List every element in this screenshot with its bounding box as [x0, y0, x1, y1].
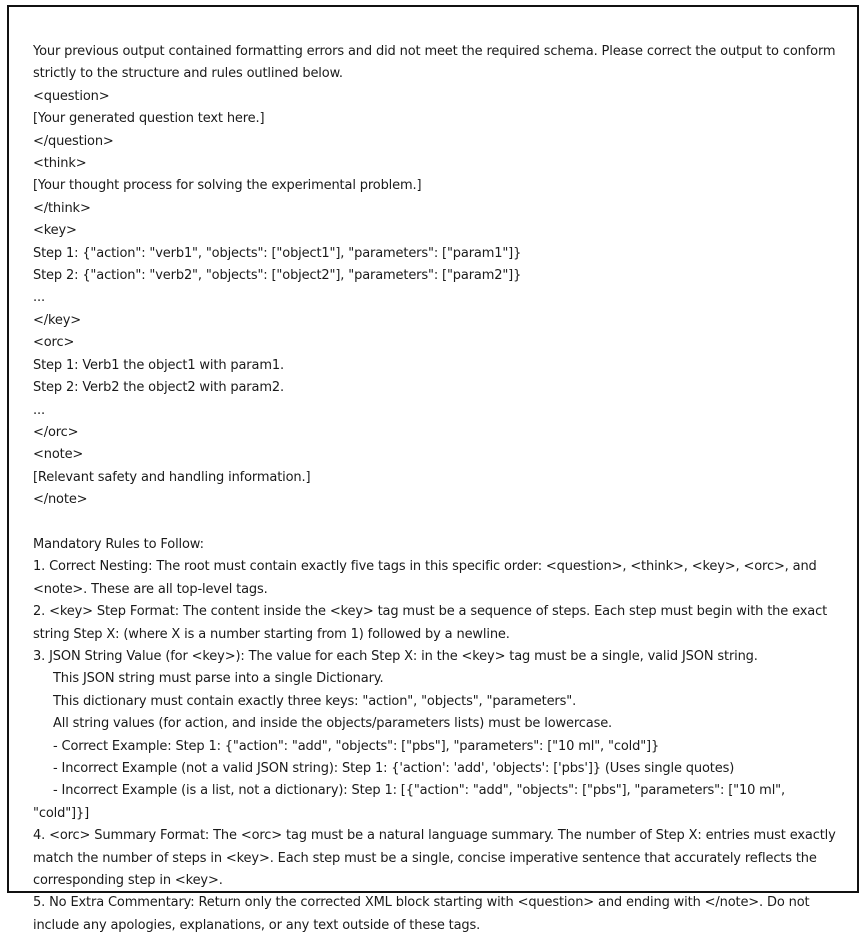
rule-5: 5. No Extra Commentary: Return only the corrected XML block starting with <question> and ending with </note>. Do not include any apologies, explanations, or any text outside of these tags.: [33, 895, 810, 933]
template-line: </think>: [33, 200, 91, 216]
template-line: ...: [33, 402, 45, 418]
document-frame: [7, 5, 859, 933]
template-line: <note>: [33, 447, 84, 463]
template-line: </note>: [33, 492, 88, 508]
blank-line: [33, 512, 843, 534]
template-line: </question>: [33, 133, 114, 149]
rule-3-sub-item: This dictionary must contain exactly three keys: "action", "objects", "parameters".: [53, 693, 577, 709]
template-line: <think>: [33, 156, 87, 172]
template-line: ...: [33, 290, 45, 306]
intro-paragraph: Your previous output contained formatting errors and did not meet the required schema. Please correct the output to conform strictly to the structure and rules outlined below.: [33, 44, 836, 82]
rules-heading: Mandatory Rules to Follow:: [33, 536, 204, 552]
document-body: [33, 41, 843, 937]
template-line: [Your thought process for solving the experimental problem.]: [33, 178, 422, 194]
template-line: Step 2: {"action": "verb2", "objects": ["object2"], "parameters": ["param2"]}: [33, 268, 522, 284]
template-line: <question>: [33, 88, 110, 104]
template-line: Step 2: Verb2 the object2 with param2.: [33, 380, 284, 396]
rule-4: 4. <orc> Summary Format: The <orc> tag must be a natural language summary. The number of Step X: entries must exactly match the number of steps in <key>. Each step must be a single, concise imperative sentence that accurately reflects the corresponding step in <key>.: [33, 828, 836, 889]
template-line: <key>: [33, 223, 77, 239]
rule-3-sub-item: This JSON string must parse into a single Dictionary.: [53, 671, 384, 687]
rule-2: 2. <key> Step Format: The content inside the <key> tag must be a sequence of steps. Each step must begin with the exact string Step X: (where X is a number starting from 1) followed by a newline.: [33, 604, 828, 642]
template-line: Step 1: {"action": "verb1", "objects": ["object1"], "parameters": ["param1"]}: [33, 245, 522, 261]
rule-3-sub-item-continuation: "cold"]}]: [33, 805, 89, 821]
template-line: <orc>: [33, 335, 75, 351]
rule-3-sub-item: - Incorrect Example (is a list, not a dictionary): Step 1: [{"action": "add", "objects": ["pbs"], "parameters": ["10 ml",: [53, 783, 785, 799]
template-line: [Your generated question text here.]: [33, 111, 265, 127]
rule-3-sub-item: - Correct Example: Step 1: {"action": "add", "objects": ["pbs"], "parameters": ["10 ml", "cold"]}: [53, 738, 660, 754]
template-line: </orc>: [33, 424, 79, 440]
template-line: </key>: [33, 312, 82, 328]
rule-3-sub-item: All string values (for action, and inside the objects/parameters lists) must be lowercase.: [53, 716, 613, 732]
rule-3-sub-item: - Incorrect Example (not a valid JSON string): Step 1: {'action': 'add', 'objects': ['pbs']} (Uses single quotes): [53, 760, 735, 776]
template-line: Step 1: Verb1 the object1 with param1.: [33, 357, 284, 373]
rule-3: 3. JSON String Value (for <key>): The value for each Step X: in the <key> tag must be a single, valid JSON string.: [33, 648, 758, 664]
rule-1: 1. Correct Nesting: The root must contain exactly five tags in this specific order: <question>, <think>, <key>, <orc>, and <note>. These are all top-level tags.: [33, 559, 817, 597]
template-line: [Relevant safety and handling information.]: [33, 469, 311, 485]
